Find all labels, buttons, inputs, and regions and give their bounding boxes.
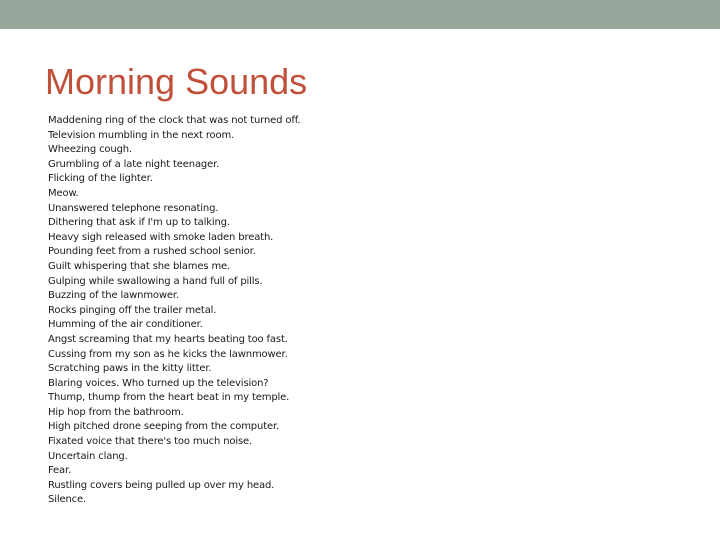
poem-line: Scratching paws in the kitty litter. bbox=[48, 363, 212, 375]
poem-line: Blaring voices. Who turned up the television? bbox=[48, 377, 269, 389]
poem-line: Wheezing cough. bbox=[48, 144, 132, 156]
poem-line: Heavy sigh released with smoke laden breath. bbox=[48, 231, 274, 243]
poem-line: Silence. bbox=[48, 494, 87, 506]
poem-line: Fixated voice that there's too much noise. bbox=[48, 436, 253, 448]
top-accent-bar bbox=[0, 0, 720, 29]
slide-title: Morning Sounds bbox=[45, 61, 308, 102]
poem-line: Television mumbling in the next room. bbox=[48, 129, 235, 141]
poem-line: Meow. bbox=[48, 187, 79, 199]
poem-line: Grumbling of a late night teenager. bbox=[48, 158, 220, 170]
poem-line: Thump, thump from the heart beat in my temple. bbox=[48, 392, 290, 404]
poem-line: Maddening ring of the clock that was not turned off. bbox=[48, 115, 301, 126]
poem-lines bbox=[48, 114, 300, 508]
poem-line: Fear. bbox=[48, 465, 72, 477]
poem-line: Hip hop from the bathroom. bbox=[48, 406, 184, 418]
poem-line: Humming of the air conditioner. bbox=[48, 319, 203, 331]
poem-line: Guilt whispering that she blames me. bbox=[48, 260, 231, 272]
poem-line: Dithering that ask if I'm up to talking. bbox=[48, 217, 230, 229]
poem-line: Buzzing of the lawnmower. bbox=[48, 290, 179, 302]
poem-line: Flicking of the lighter. bbox=[48, 173, 153, 185]
poem-line: Rustling covers being pulled up over my head. bbox=[48, 479, 275, 491]
poem-line: Rocks pinging off the trailer metal. bbox=[48, 304, 217, 316]
poem-line: High pitched drone seeping from the computer. bbox=[48, 421, 280, 433]
poem-line: Gulping while swallowing a hand full of pills. bbox=[48, 275, 263, 287]
poem-line: Unanswered telephone resonating. bbox=[48, 202, 219, 214]
poem-line: Angst screaming that my hearts beating too fast. bbox=[48, 333, 288, 345]
poem-line: Uncertain clang. bbox=[48, 450, 128, 462]
poem-line: Cussing from my son as he kicks the lawnmower. bbox=[48, 348, 288, 360]
poem-line: Pounding feet from a rushed school senior. bbox=[48, 246, 256, 258]
